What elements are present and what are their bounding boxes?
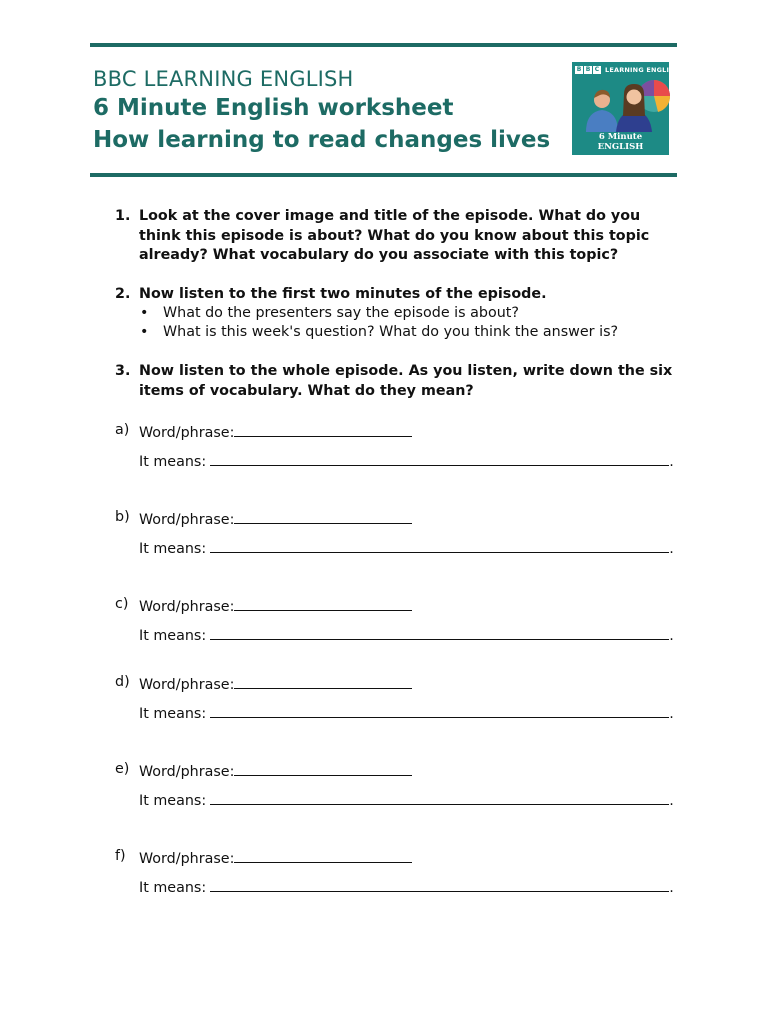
question-text: Now listen to the first two minutes of the episode. <box>139 286 547 302</box>
meaning-end: . <box>669 880 674 896</box>
item-letter: e) <box>115 761 130 777</box>
meaning-end: . <box>669 793 674 809</box>
meaning-label: It means: <box>139 541 207 557</box>
worksheet-title: 6 Minute English worksheet <box>93 95 454 121</box>
item-letter: b) <box>115 509 130 525</box>
meaning-row <box>139 624 674 646</box>
word-phrase-row <box>139 847 412 869</box>
cover-title-line2: ENGLISH <box>597 142 644 152</box>
meaning-blank[interactable] <box>210 876 669 892</box>
meaning-blank[interactable] <box>210 450 669 466</box>
meaning-row <box>139 450 674 472</box>
question-text: Look at the cover image and title of the episode. What do you think this episode is about? What do you know about this topic already? What vocabulary do you associate with this topic? <box>139 208 650 263</box>
meaning-label: It means: <box>139 880 207 896</box>
meaning-label: It means: <box>139 628 207 644</box>
word-phrase-label: Word/phrase: <box>139 425 235 441</box>
word-phrase-row <box>139 508 412 530</box>
word-phrase-blank[interactable] <box>234 595 412 611</box>
bullet-dot: • <box>140 305 149 321</box>
meaning-end: . <box>669 541 674 557</box>
question-number: 3. <box>115 363 131 379</box>
meaning-end: . <box>669 706 674 722</box>
meaning-blank[interactable] <box>210 624 669 640</box>
brand-name: BBC LEARNING ENGLISH <box>93 67 354 91</box>
question-text: Now listen to the whole episode. As you listen, write down the six items of vocabulary. What do they mean? <box>139 363 673 399</box>
question-number: 2. <box>115 286 131 302</box>
meaning-label: It means: <box>139 793 207 809</box>
meaning-blank[interactable] <box>210 789 669 805</box>
word-phrase-label: Word/phrase: <box>139 677 235 693</box>
bullet-dot: • <box>140 324 149 340</box>
bbc-logo-letter: B <box>576 66 582 73</box>
cover-title-line1: 6 Minute <box>598 132 643 142</box>
bbc-logo-letter: C <box>594 66 600 73</box>
episode-title: How learning to read changes lives <box>93 127 551 153</box>
cover-brand-row <box>575 66 680 74</box>
bbc-logo-letter: B <box>585 66 591 73</box>
item-letter: a) <box>115 422 130 438</box>
word-phrase-blank[interactable] <box>234 421 412 437</box>
word-phrase-blank[interactable] <box>234 508 412 524</box>
item-letter: d) <box>115 674 130 690</box>
meaning-blank[interactable] <box>210 702 669 718</box>
word-phrase-label: Word/phrase: <box>139 599 235 615</box>
word-phrase-label: Word/phrase: <box>139 851 235 867</box>
word-phrase-row <box>139 595 412 617</box>
meaning-row <box>139 537 674 559</box>
episode-cover-image <box>572 62 680 155</box>
item-letter: c) <box>115 596 129 612</box>
meaning-end: . <box>669 454 674 470</box>
word-phrase-label: Word/phrase: <box>139 764 235 780</box>
word-phrase-row <box>139 673 412 695</box>
word-phrase-row <box>139 421 412 443</box>
meaning-row <box>139 876 674 898</box>
meaning-label: It means: <box>139 454 207 470</box>
word-phrase-blank[interactable] <box>234 847 412 863</box>
meaning-label: It means: <box>139 706 207 722</box>
meaning-end: . <box>669 628 674 644</box>
item-letter: f) <box>115 848 126 864</box>
word-phrase-blank[interactable] <box>234 760 412 776</box>
presenters-illustration <box>572 76 669 132</box>
cover-brand-text: LEARNING ENGLISH <box>605 66 680 74</box>
meaning-row <box>139 789 674 811</box>
word-phrase-row <box>139 760 412 782</box>
word-phrase-blank[interactable] <box>234 673 412 689</box>
word-phrase-label: Word/phrase: <box>139 512 235 528</box>
meaning-row <box>139 702 674 724</box>
bullet-text: What is this week's question? What do you think the answer is? <box>163 324 619 340</box>
meaning-blank[interactable] <box>210 537 669 553</box>
bullet-text: What do the presenters say the episode is about? <box>163 305 519 321</box>
header-top-rule <box>90 43 677 47</box>
question-number: 1. <box>115 208 131 224</box>
header-bottom-rule <box>90 173 677 177</box>
